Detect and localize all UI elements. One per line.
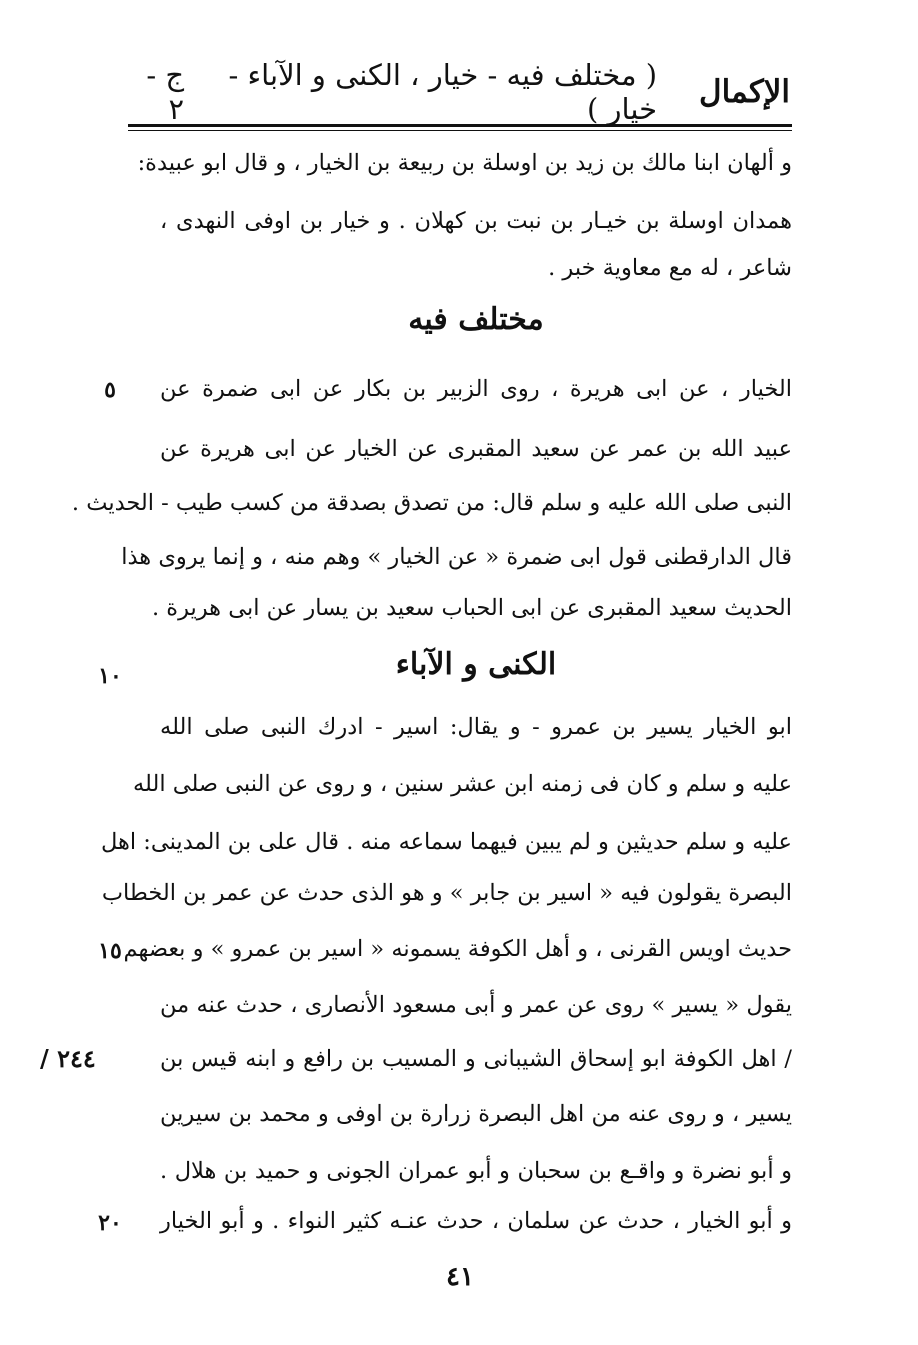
text-line: الخيار ، عن ابى هريرة ، روى الزبير بن بكار عن ابى ضمرة عن [160,376,792,402]
text-line: النبى صلى الله عليه و سلم قال: من تصدق بصدقة من كسب طيب - الحديث . [71,490,792,516]
page-number: ٤١ [446,1262,474,1292]
text-line: البصرة يقولون فيه « اسير بن جابر » و هو الذى حدث عن عمر بن الخطاب [101,880,792,906]
book-title: الإكمال [699,74,790,110]
text-line: و ألهان ابنا مالك بن زيد بن اوسلة بن ربيعة بن الخيار ، و قال ابو عبيدة: [137,150,792,176]
section-heading: الكنى و الآباء [395,647,557,682]
text-line: عليه و سلم حديثين و لم يبين فيهما سماعه منه . قال على بن المدينى: اهل [101,829,792,855]
text-line: قال الدارقطنى قول ابى ضمرة « عن الخيار » وهم منه ، و إنما يروى هذا [121,544,792,570]
running-header [130,58,790,126]
text-line: ابو الخيار يسير بن عمرو - و يقال: اسير - ادرك النبى صلى الله [160,714,792,740]
text-line: همدان اوسلة بن خيـار بن نبت بن كهلان . و خيار بن اوفى النهدى ، [160,208,792,234]
text-line: / اهل الكوفة ابو إسحاق الشيبانى و المسيب بن رافع و ابنه قيس بن [160,1046,792,1072]
line-number: ١٠ [98,663,122,689]
line-number: ١٥ [98,938,122,964]
header-description: ( مختلف فيه - خيار ، الكنى و الآباء - خيار ) [228,58,658,126]
text-line: الحديث سعيد المقبرى عن ابى الحباب سعيد بن يسار عن ابى هريرة . [152,595,792,621]
text-line: يسير ، و روى عنه من اهل البصرة زرارة بن اوفى و محمد بن سيرين [160,1101,792,1127]
header-rule-thin [128,130,792,131]
text-line: شاعر ، له مع معاوية خبر . [548,255,792,281]
text-line: و أبو الخيار ، حدث عن سلمان ، حدث عنـه كثير النواء . و أبو الخيار [160,1208,792,1234]
header-rule-thick [128,124,792,127]
volume-label: ج - ٢ [146,58,185,126]
text-line: و أبو نضرة و واقـع بن سحبان و أبو عمران الجونى و حميد بن هلال . [160,1158,792,1184]
text-line: عليه و سلم و كان فى زمنه ابن عشر سنين ، و روى عن النبى صلى الله [132,771,792,797]
text-line: حديث اويس القرنى ، و أهل الكوفة يسمونه « اسير بن عمرو » و بعضهم [123,936,792,962]
line-number: ٢٠ [98,1210,122,1236]
section-heading: مختلف فيه [408,302,544,337]
line-number: ٥ [104,377,116,403]
manuscript-folio-marker: ٢٤٤ / [40,1044,96,1073]
text-line: يقول « يسير » روى عن عمر و أبى مسعود الأنصارى ، حدث عنه من [160,992,792,1018]
text-line: عبيد الله بن عمر عن سعيد المقبرى عن الخيار عن ابى هريرة عن [160,436,792,462]
